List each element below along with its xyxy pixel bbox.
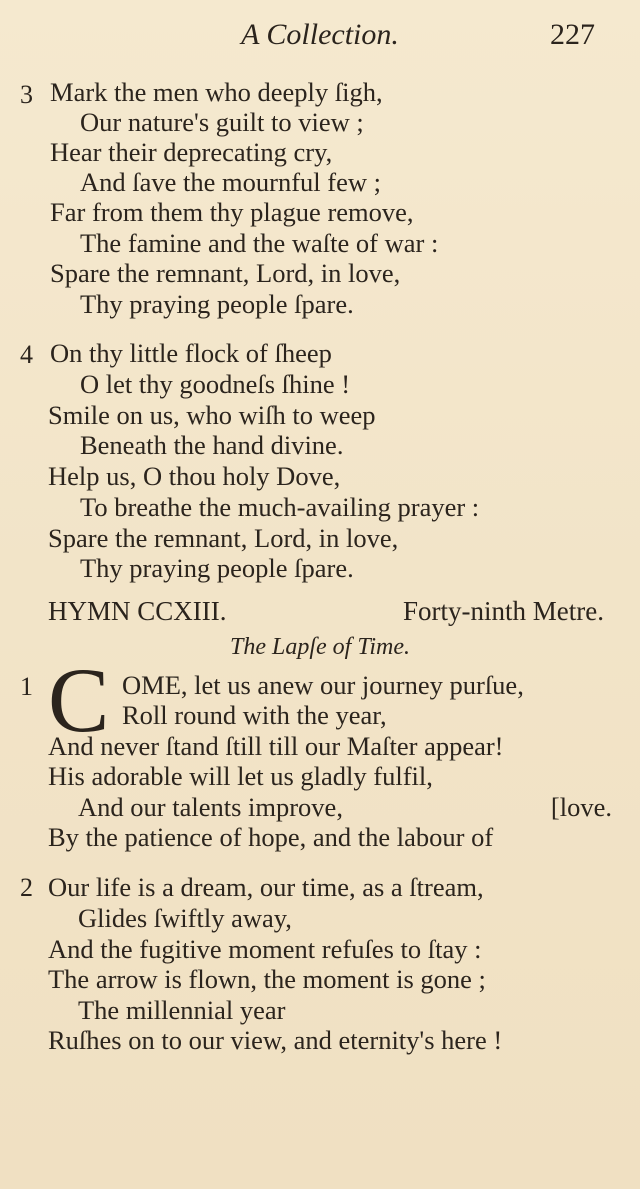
verse-line: Spare the remnant, Lord, in love, [48,523,399,553]
verse-line: Beneath the hand divine. [80,430,344,460]
page-number: 227 [550,18,595,51]
verse-line: The millennial year [78,995,286,1025]
verse-line: Mark the men who deeply ſigh, [50,77,383,107]
stanza-number: 2 [20,873,33,902]
verse-line: Glides ſwiftly away, [78,903,292,933]
verse-line: And the fugitive moment refuſes to ſtay : [48,934,482,964]
verse-line: Hear their deprecating cry, [50,137,333,167]
hymn-number: HYMN CCXIII. [48,596,227,626]
drop-cap: C [48,649,110,751]
verse-line: To breathe the much-availing prayer : [80,492,480,522]
verse-line: Roll round with the year, [122,700,387,730]
verse-line: Smile on us, who wiſh to weep [48,400,376,430]
verse-line: Thy praying people ſpare. [80,553,354,583]
verse-line: The arrow is flown, the moment is gone ; [48,964,486,994]
verse-line: Far from them thy plague remove, [50,197,414,227]
verse-line: And never ſtand ſtill till our Maſter appear! [48,731,504,761]
verse-line: Our nature's guilt to view ; [80,107,364,137]
verse-line: His adorable will let us gladly fulfil, [48,761,433,791]
hymn-subtitle: The Lapſe of Time. [229,634,410,660]
hymn-meter: Forty-ninth Metre. [403,596,604,626]
stanza-number: 1 [20,672,33,701]
verse-line: By the patience of hope, and the labour of [48,822,494,852]
verse-line: And our talents improve, [78,792,343,822]
verse-line: Help us, O thou holy Dove, [48,461,341,491]
verse-line: OME, let us anew our journey purſue, [122,670,524,700]
hymn-heading [48,596,604,626]
verse-line: Thy praying people ſpare. [80,289,354,319]
verse-line: And ſave the mournful few ; [80,167,381,197]
verse-line: On thy little flock of ſheep [50,338,332,368]
verse-line: The famine and the waſte of war : [80,228,439,258]
verse-line: Spare the remnant, Lord, in love, [50,258,401,288]
verse-line: O let thy goodneſs ſhine ! [80,369,351,399]
verse-line: Ruſhes on to our view, and eternity's here ! [48,1025,503,1055]
running-head: A Collection. [241,18,399,51]
stanza-number: 3 [20,80,33,109]
turnover-word: [love. [550,792,612,822]
verse-line: Our life is a dream, our time, as a ſtream, [48,872,484,902]
stanza-number: 4 [20,340,33,369]
